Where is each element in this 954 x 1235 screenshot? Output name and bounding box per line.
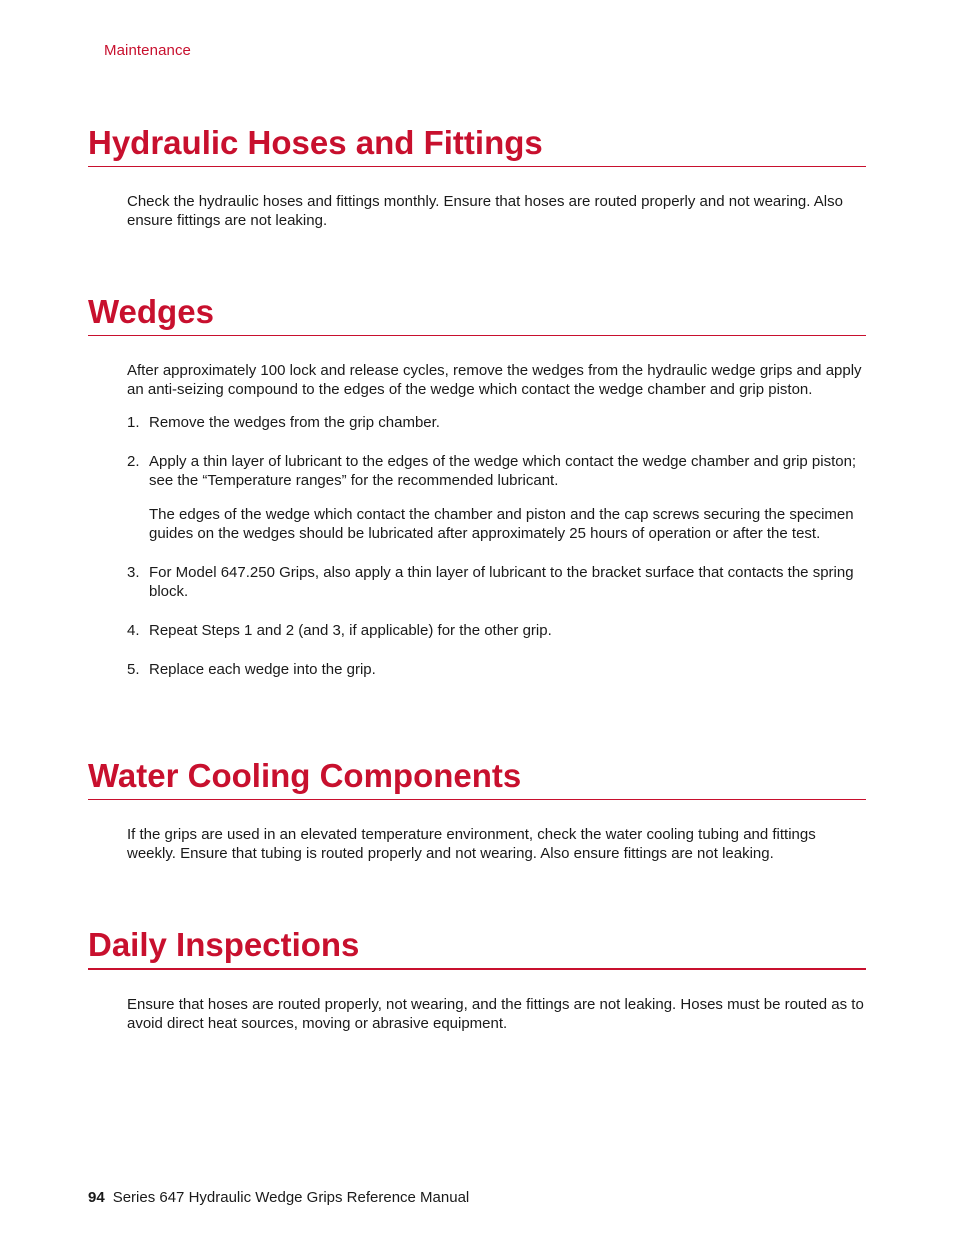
list-item — [127, 660, 866, 679]
step-number: 5. — [127, 661, 140, 678]
section-hydraulic-hoses — [88, 124, 866, 230]
steps-list — [127, 413, 866, 679]
section-heading: Water Cooling Components — [88, 757, 866, 800]
section-daily-inspections — [88, 926, 866, 1033]
page-footer — [88, 1189, 469, 1206]
manual-title: Series 647 Hydraulic Wedge Grips Reference Manual — [112, 1189, 470, 1206]
section-paragraph: If the grips are used in an elevated temperature environment, check the water cooling tubing and fittings weekly. Ensure that tubing is routed properly and not wearing. Also ensure fittings are not leaking. — [127, 826, 816, 862]
step-text: Repeat Steps 1 and 2 (and 3, if applicable) for the other grip. — [149, 622, 552, 639]
section-paragraph: Ensure that hoses are routed properly, not wearing, and the fittings are not leaking. Hoses must be routed as to avoid direct heat sources, moving or abrasive equipment. — [127, 996, 864, 1032]
list-item — [127, 621, 866, 640]
step-number: 1. — [127, 414, 140, 431]
section-heading: Wedges — [88, 293, 866, 336]
running-head: Maintenance — [104, 42, 191, 59]
step-text: Apply a thin layer of lubricant to the edges of the wedge which contact the wedge chamber and grip piston; see the “Temperature ranges” for the recommended lubricant. — [149, 453, 857, 489]
section-wedges — [88, 293, 866, 679]
list-item — [127, 413, 866, 432]
section-paragraph: After approximately 100 lock and release cycles, remove the wedges from the hydraulic wedge grips and apply an anti-seizing compound to the edges of the wedge which contact the wedge chamber and grip piston. — [127, 362, 862, 398]
step-text: For Model 647.250 Grips, also apply a thin layer of lubricant to the bracket surface that contacts the spring block. — [149, 564, 854, 600]
section-water-cooling — [88, 757, 866, 863]
step-number: 2. — [127, 453, 140, 470]
section-heading: Daily Inspections — [88, 926, 866, 970]
page-number: 94 — [88, 1189, 105, 1206]
step-text: Remove the wedges from the grip chamber. — [149, 414, 440, 431]
section-paragraph: Check the hydraulic hoses and fittings monthly. Ensure that hoses are routed properly and not wearing. Also ensure fittings are not leaking. — [127, 193, 843, 229]
section-heading: Hydraulic Hoses and Fittings — [88, 124, 866, 167]
step-note: The edges of the wedge which contact the chamber and piston and the cap screws securing the specimen guides on the wedges should be lubricated after approximately 25 hours of operation or after the test. — [149, 506, 854, 542]
step-number: 3. — [127, 564, 140, 581]
list-item — [127, 563, 866, 601]
step-text: Replace each wedge into the grip. — [149, 661, 376, 678]
list-item — [127, 452, 866, 543]
step-number: 4. — [127, 622, 140, 639]
